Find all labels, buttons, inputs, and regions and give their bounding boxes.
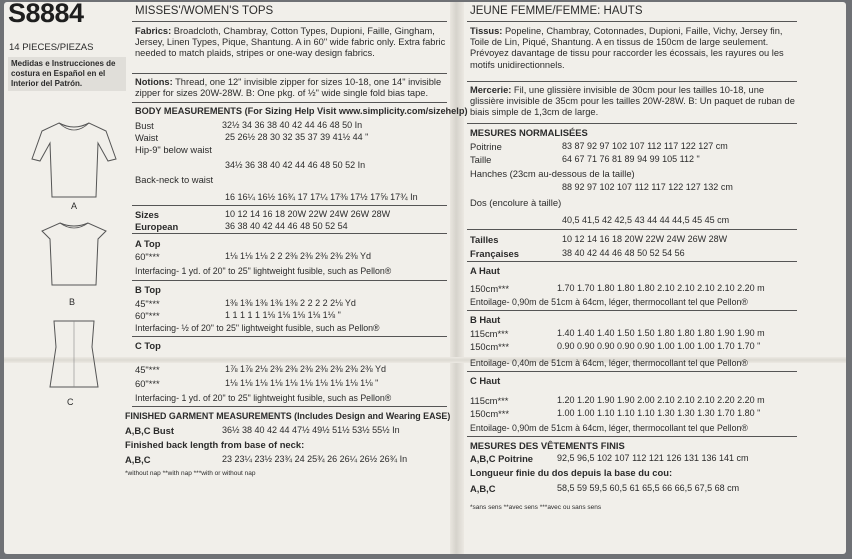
finis-heading: MESURES DES VÊTEMENTS FINIS (470, 440, 625, 451)
finished-bust-label: A,B,C Bust (125, 425, 174, 436)
mercerie-label: Mercerie: (470, 85, 512, 95)
poitrine-finie-values: 92,5 96,5 102 107 112 121 126 131 136 141 cm (557, 453, 749, 463)
b-haut-metrage-115: 1.40 1.40 1.40 1.50 1.50 1.80 1.80 1.80 1.90 1.90 m (557, 328, 765, 338)
back-length-values: 23 23¼ 23½ 23¾ 24 25¾ 26 26¼ 26½ 26¾ In (222, 454, 408, 464)
sizes-values: 10 12 14 16 18 20W 22W 24W 26W 28W (225, 209, 391, 219)
waist-label: Waist (135, 132, 159, 143)
mercerie-text: Fil, une glissière invisible de 30cm pour les tailles 10-18, une glissière invisible de 35cm pour les tailles 20W-28W. B: Un paquet de ruban de biais simple de 1,3cm de large. (470, 85, 795, 118)
french-title: JEUNE FEMME/FEMME: HAUTS (470, 5, 643, 17)
tissus-label: Tissus: (470, 26, 503, 36)
a-top-label: A Top (135, 238, 161, 249)
notions-paragraph (135, 77, 447, 99)
taille-values: 64 67 71 76 81 89 94 99 105 112 " (562, 154, 700, 164)
mesures-heading: MESURES NORMALISÉES (470, 127, 588, 138)
b-top-label: B Top (135, 284, 161, 295)
b-haut-entoilage: Entoilage- 0,40m de 51cm à 64cm, léger, thermocollant tel que Pellon® (470, 358, 748, 368)
dos-label: Dos (encolure à taille) (470, 197, 562, 208)
rule (467, 310, 797, 311)
rule (467, 371, 797, 372)
b-top-interfacing: Interfacing- ½ of 20" to 25" lightweight fusible, such as Pellon® (135, 323, 380, 333)
back-length-row-label: A,B,C (125, 454, 151, 465)
tailles-label: Tailles (470, 234, 499, 245)
view-b-illustration (32, 219, 116, 293)
european-label: European (135, 221, 179, 232)
title-rule (467, 21, 797, 22)
rule (467, 81, 797, 82)
pattern-number: S8884 (8, 2, 84, 28)
back-length-label: Finished back length from base of neck: (125, 439, 305, 450)
fabrics-label: Fabrics: (135, 26, 172, 36)
view-a-label: A (71, 201, 78, 211)
c-top-yardage-45: 1⅞ 1⅞ 2⅛ 2⅜ 2⅜ 2⅜ 2⅜ 2⅜ 2⅜ 2⅜ Yd (225, 364, 386, 374)
tissus-paragraph (470, 26, 796, 71)
c-haut-label: C Haut (470, 375, 501, 386)
bust-values: 32½ 34 36 38 40 42 44 46 48 50 In (222, 120, 363, 130)
rule (467, 123, 797, 124)
view-a-illustration (24, 117, 124, 207)
a-haut-entoilage: Entoilage- 0,90m de 51cm à 64cm, léger, thermocollant tel que Pellon® (470, 297, 748, 307)
b-haut-width-115: 115cm*** (470, 328, 509, 339)
tailles-values: 10 12 14 16 18 20W 22W 24W 26W 28W (562, 234, 728, 244)
tissus-text: Popeline, Chambray, Cotonnades, Dupioni, Faille, Vichy, Jersey fin, Toile de Lin, Piqué, Shantung. A en tissus de 150cm de large seulement. Prévoyez davantage de tissu pour raccorder les écossais, les rayures ou les motifs unidirectionnels. (470, 26, 784, 70)
french-footnote: *sans sens **avec sens ***avec ou sans sens (470, 504, 602, 511)
taille-label: Taille (470, 154, 492, 165)
back-neck-label: Back-neck to waist (135, 174, 214, 185)
a-haut-label: A Haut (470, 265, 500, 276)
hip-values: 34½ 36 38 40 42 44 46 48 50 52 In (225, 160, 366, 170)
waist-values: 25 26½ 28 30 32 35 37 39 41½ 44 " (225, 132, 369, 142)
notions-label: Notions: (135, 77, 173, 87)
finished-bust-values: 36½ 38 40 42 44 47½ 49½ 51½ 53½ 55½ In (222, 425, 400, 435)
mercerie-paragraph (470, 85, 796, 119)
finished-heading: FINISHED GARMENT MEASUREMENTS (Includes Design and Wearing EASE) (125, 411, 451, 421)
fold-crease-vertical (450, 2, 464, 554)
view-c-illustration (34, 317, 114, 391)
c-top-width-45: 45"*** (135, 364, 160, 375)
sizes-label: Sizes (135, 209, 159, 220)
rule (132, 73, 447, 74)
c-haut-width-150: 150cm*** (470, 408, 510, 419)
c-haut-width-115: 115cm*** (470, 395, 509, 406)
hip-label: Hip-9" below waist (135, 144, 212, 155)
b-haut-metrage-150: 0.90 0.90 0.90 0.90 0.90 1.00 1.00 1.00 1.70 1.70 " (557, 341, 761, 351)
english-title: MISSES'/WOMEN'S TOPS (135, 5, 274, 17)
francaises-label: Françaises (470, 248, 519, 259)
c-top-width-60: 60"*** (135, 378, 160, 389)
notions-text: Thread, one 12" invisible zipper for sizes 10-18, one 14" invisible zipper for sizes 20W-28W. B: One pkg. of ½" wide single fold bias tape. (135, 77, 442, 99)
fabrics-text: Broadcloth, Chambray, Cotton Types, Dupioni, Faille, Gingham, Jersey, Linen Types, Pique, Shantung. A in 60" wide fabric only. Extra fabric needed to match plaids, stripes or one-way design fabrics. (135, 26, 446, 59)
bust-label: Bust (135, 120, 154, 131)
body-measurements-heading: BODY MEASUREMENTS (For Sizing Help Visit www.simplicity.com/sizehelp) (135, 106, 468, 116)
pieces-count: 14 PIECES/PIEZAS (9, 42, 94, 53)
a-top-yardage: 1⅛ 1⅛ 1⅛ 2 2 2⅜ 2⅜ 2⅜ 2⅜ 2⅜ Yd (225, 251, 371, 261)
francaises-values: 38 40 42 44 46 48 50 52 54 56 (562, 248, 685, 258)
a-top-interfacing: Interfacing- 1 yd. of 20" to 25" lightweight fusible, such as Pellon® (135, 266, 392, 276)
view-b-label: B (69, 297, 76, 307)
view-c-label: C (67, 397, 74, 407)
dos-values: 40,5 41,5 42 42,5 43 44 44 44,5 45 45 cm (562, 215, 730, 225)
poitrine-values: 83 87 92 97 102 107 112 117 122 127 cm (562, 141, 728, 151)
pattern-envelope-back (4, 2, 846, 554)
c-top-yardage-60: 1⅛ 1⅛ 1⅛ 1⅛ 1⅛ 1⅛ 1⅛ 1⅛ 1⅛ 1⅛ " (225, 378, 379, 388)
c-top-label: C Top (135, 340, 161, 351)
back-neck-values: 16 16¼ 16½ 16¾ 17 17¼ 17⅜ 17½ 17⅝ 17¾ In (225, 192, 418, 202)
b-top-yardage-45: 1⅜ 1⅜ 1⅜ 1⅜ 1⅜ 2 2 2 2 2⅛ Yd (225, 298, 356, 308)
rule (467, 436, 797, 437)
longueur-values: 58,5 59 59,5 60,5 61 65,5 66 66,5 67,5 68 cm (557, 483, 740, 493)
rule (132, 406, 447, 407)
rule (132, 233, 447, 234)
rule (132, 336, 447, 337)
poitrine-label: Poitrine (470, 141, 502, 152)
rule (132, 205, 447, 206)
poitrine-finie-label: A,B,C Poitrine (470, 453, 534, 464)
c-top-interfacing: Interfacing- 1 yd. of 20" to 25" lightweight fusible, such as Pellon® (135, 393, 392, 403)
c-haut-entoilage: Entoilage- 0,90m de 51cm à 64cm, léger, thermocollant tel que Pellon® (470, 423, 748, 433)
c-haut-metrage-115: 1.20 1.20 1.90 1.90 2.00 2.10 2.10 2.10 2.20 2.20 m (557, 395, 765, 405)
b-top-width-45: 45"*** (135, 298, 160, 309)
rule (132, 102, 447, 103)
b-top-width-60: 60"*** (135, 310, 160, 321)
b-haut-label: B Haut (470, 314, 501, 325)
english-footnote: *without nap **with nap ***with or without nap (125, 470, 256, 477)
b-top-yardage-60: 1 1 1 1 1 1⅛ 1⅛ 1⅛ 1⅛ 1⅛ " (225, 310, 341, 320)
b-haut-width-150: 150cm*** (470, 341, 510, 352)
a-top-width: 60"*** (135, 251, 160, 262)
longueur-label: Longueur finie du dos depuis la base du cou: (470, 467, 673, 478)
rule (132, 280, 447, 281)
c-haut-metrage-150: 1.00 1.00 1.10 1.10 1.10 1.30 1.30 1.30 1.70 1.80 " (557, 408, 761, 418)
hanches-values: 88 92 97 102 107 112 117 122 127 132 cm (562, 182, 733, 192)
longueur-row-label: A,B,C (470, 483, 496, 494)
european-values: 36 38 40 42 44 46 48 50 52 54 (225, 221, 348, 231)
spanish-note: Medidas e Instrucciones de costura en Español en el Interior del Patrón. (8, 57, 126, 91)
title-rule (132, 21, 447, 22)
rule (467, 261, 797, 262)
a-haut-width: 150cm*** (470, 283, 510, 294)
hanches-label: Hanches (23cm au-dessous de la taille) (470, 168, 635, 179)
a-haut-metrage: 1.70 1.70 1.80 1.80 1.80 2.10 2.10 2.10 2.10 2.20 m (557, 283, 765, 293)
rule (467, 229, 797, 230)
fabrics-paragraph (135, 26, 447, 60)
